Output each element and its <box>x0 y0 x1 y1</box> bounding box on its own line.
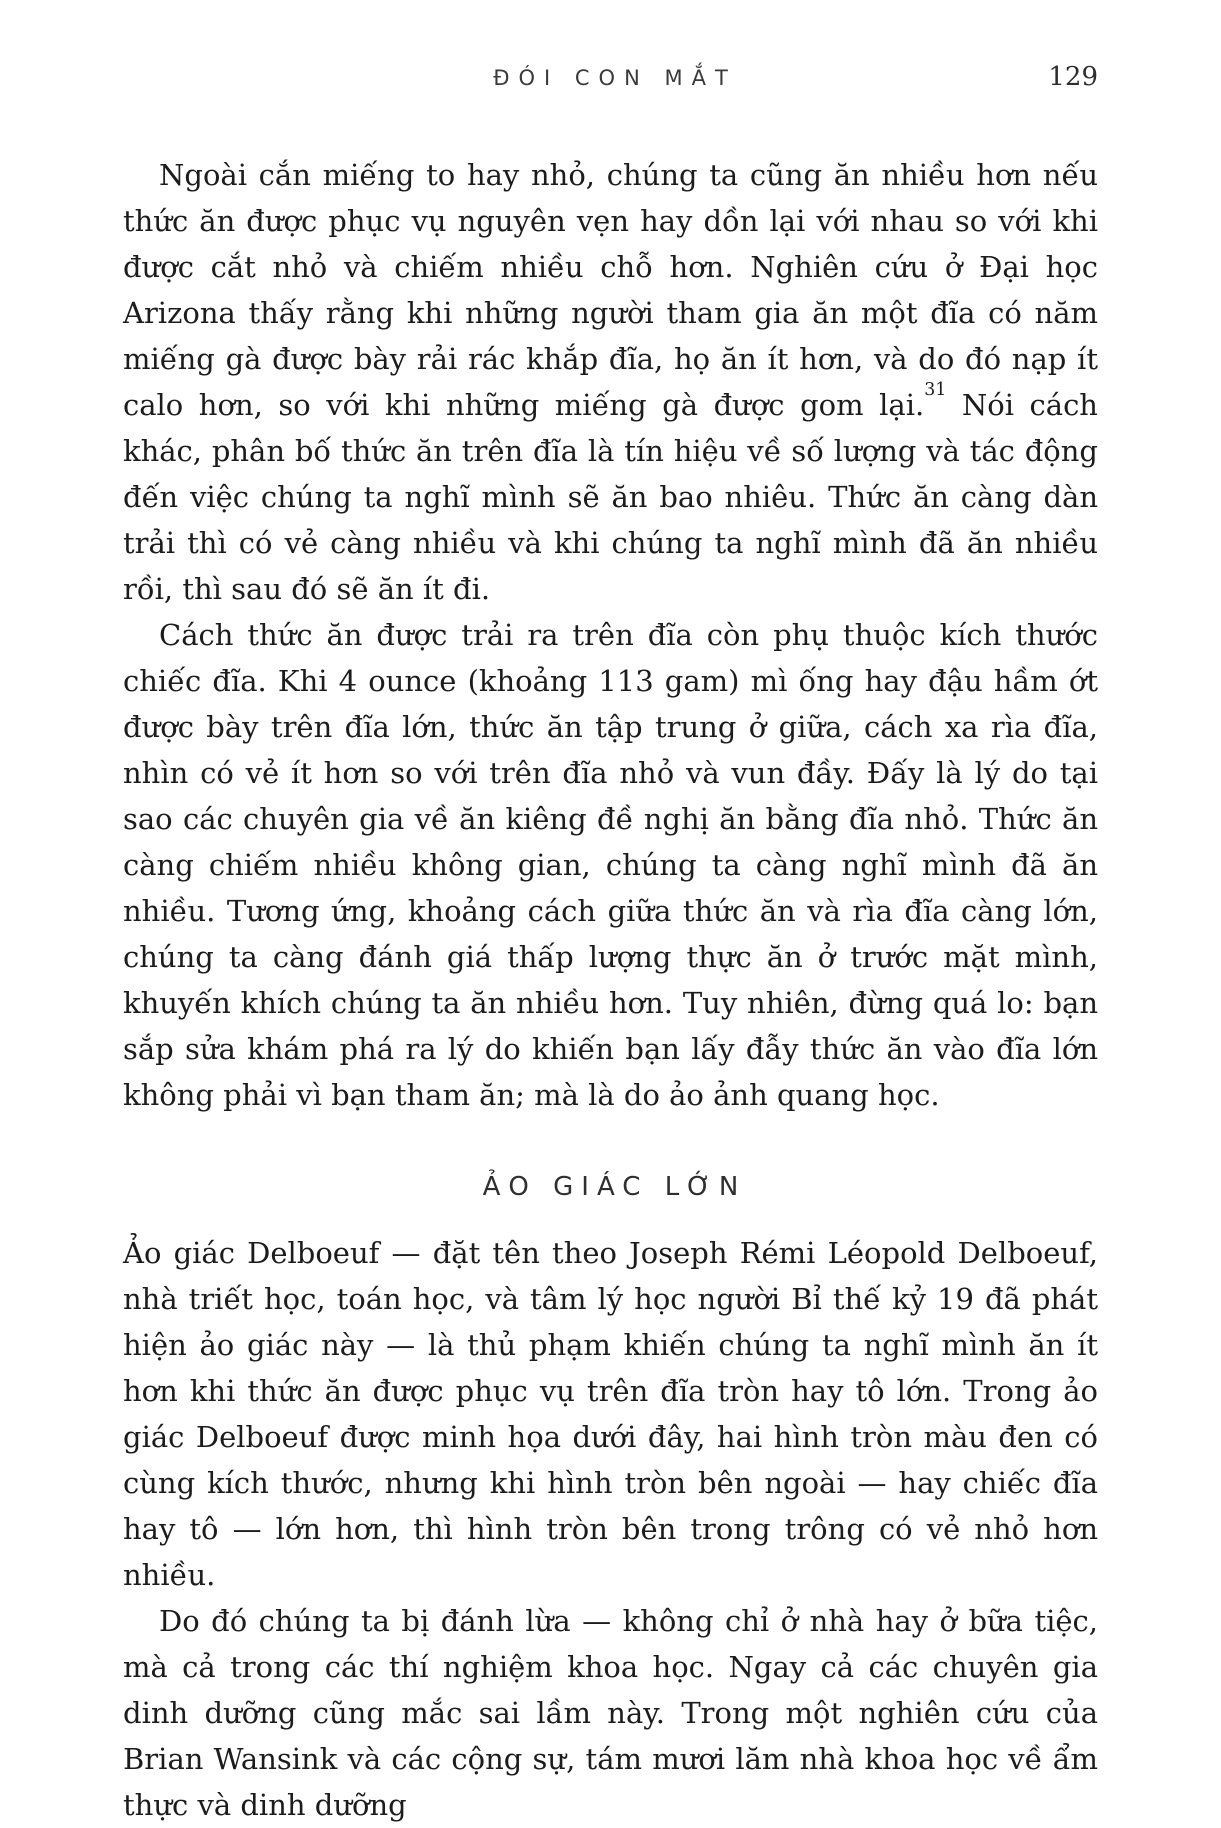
paragraph: Cách thức ăn được trải ra trên đĩa còn phụ thuộc kích thước chiếc đĩa. Khi 4 ounce (khoảng 113 gam) mì ống hay đậu hầm ớt được bày trên đĩa lớn, thức ăn tập trung ở giữa, cách xa rìa đĩa, nhìn có vẻ ít hơn so với trên đĩa nhỏ và vun đầy. Đấy là lý do tại sao các chuyên gia về ăn kiêng đề nghị ăn bằng đĩa nhỏ. Thức ăn càng chiếm nhiều không gian, chúng ta càng nghĩ mình đã ăn nhiều. Tương ứng, khoảng cách giữa thức ăn và rìa đĩa càng lớn, chúng ta càng đánh giá thấp lượng thực ăn ở trước mặt mình, khuyến khích chúng ta ăn nhiều hơn. Tuy nhiên, đừng quá lo: bạn sắp sửa khám phá ra lý do khiến bạn lấy đẫy thức ăn vào đĩa lớn không phải vì bạn tham ăn; mà là do ảo ảnh quang học. <box>123 618 1098 1112</box>
paragraph: Do đó chúng ta bị đánh lừa — không chỉ ở nhà hay ở bữa tiệc, mà cả trong các thí nghiệm khoa học. Ngay cả các chuyên gia dinh dưỡng cũng mắc sai lầm này. Trong một nghiên cứu của Brian Wansink và các cộng sự, tám mươi lăm nhà khoa học về ẩm thực và dinh dưỡng <box>123 1604 1098 1822</box>
page-number: 129 <box>1048 62 1098 92</box>
section-heading: ẢO GIÁC LỚN <box>482 1172 747 1202</box>
paragraph: Ngoài cắn miếng to hay nhỏ, chúng ta cũng ăn nhiều hơn nếu thức ăn được phục vụ nguyên vẹn hay dồn lại với nhau so với khi được cắt nhỏ và chiếm nhiều chỗ hơn. Nghiên cứu ở Đại học Arizona thấy rằng khi những người tham gia ăn một đĩa có năm miếng gà được bày rải rác khắp đĩa, họ ăn ít hơn, và do đó nạp ít calo hơn, so với khi những miếng gà được gom lại.$^{31}$ Nói cách khác, phân bố thức ăn trên đĩa là tín hiệu về số lượng và tác động đến việc chúng ta nghĩ mình sẽ ăn bao nhiêu. Thức ăn càng dàn trải thì có vẻ càng nhiều và khi chúng ta nghĩ mình đã ăn nhiều rồi, thì sau đó sẽ ăn ít đi. <box>123 158 1098 606</box>
paragraph: Ảo giác Delboeuf — đặt tên theo Joseph Rémi Léopold Delboeuf, nhà triết học, toán học, và tâm lý học người Bỉ thế kỷ 19 đã phát hiện ảo giác này — là thủ phạm khiến chúng ta nghĩ mình ăn ít hơn khi thức ăn được phục vụ trên đĩa tròn hay tô lớn. Trong ảo giác Delboeuf được minh họa dưới đây, hai hình tròn màu đen có cùng kích thước, nhưng khi hình tròn bên ngoài — hay chiếc đĩa hay tô — lớn hơn, thì hình tròn bên trong trông có vẻ nhỏ hơn nhiều. <box>123 1236 1098 1592</box>
running-header <box>123 62 1098 102</box>
text-column <box>123 152 1098 1828</box>
footnote-ref: 31 <box>924 379 947 400</box>
chapter-title: ĐÓI CON MẮT <box>493 66 737 90</box>
